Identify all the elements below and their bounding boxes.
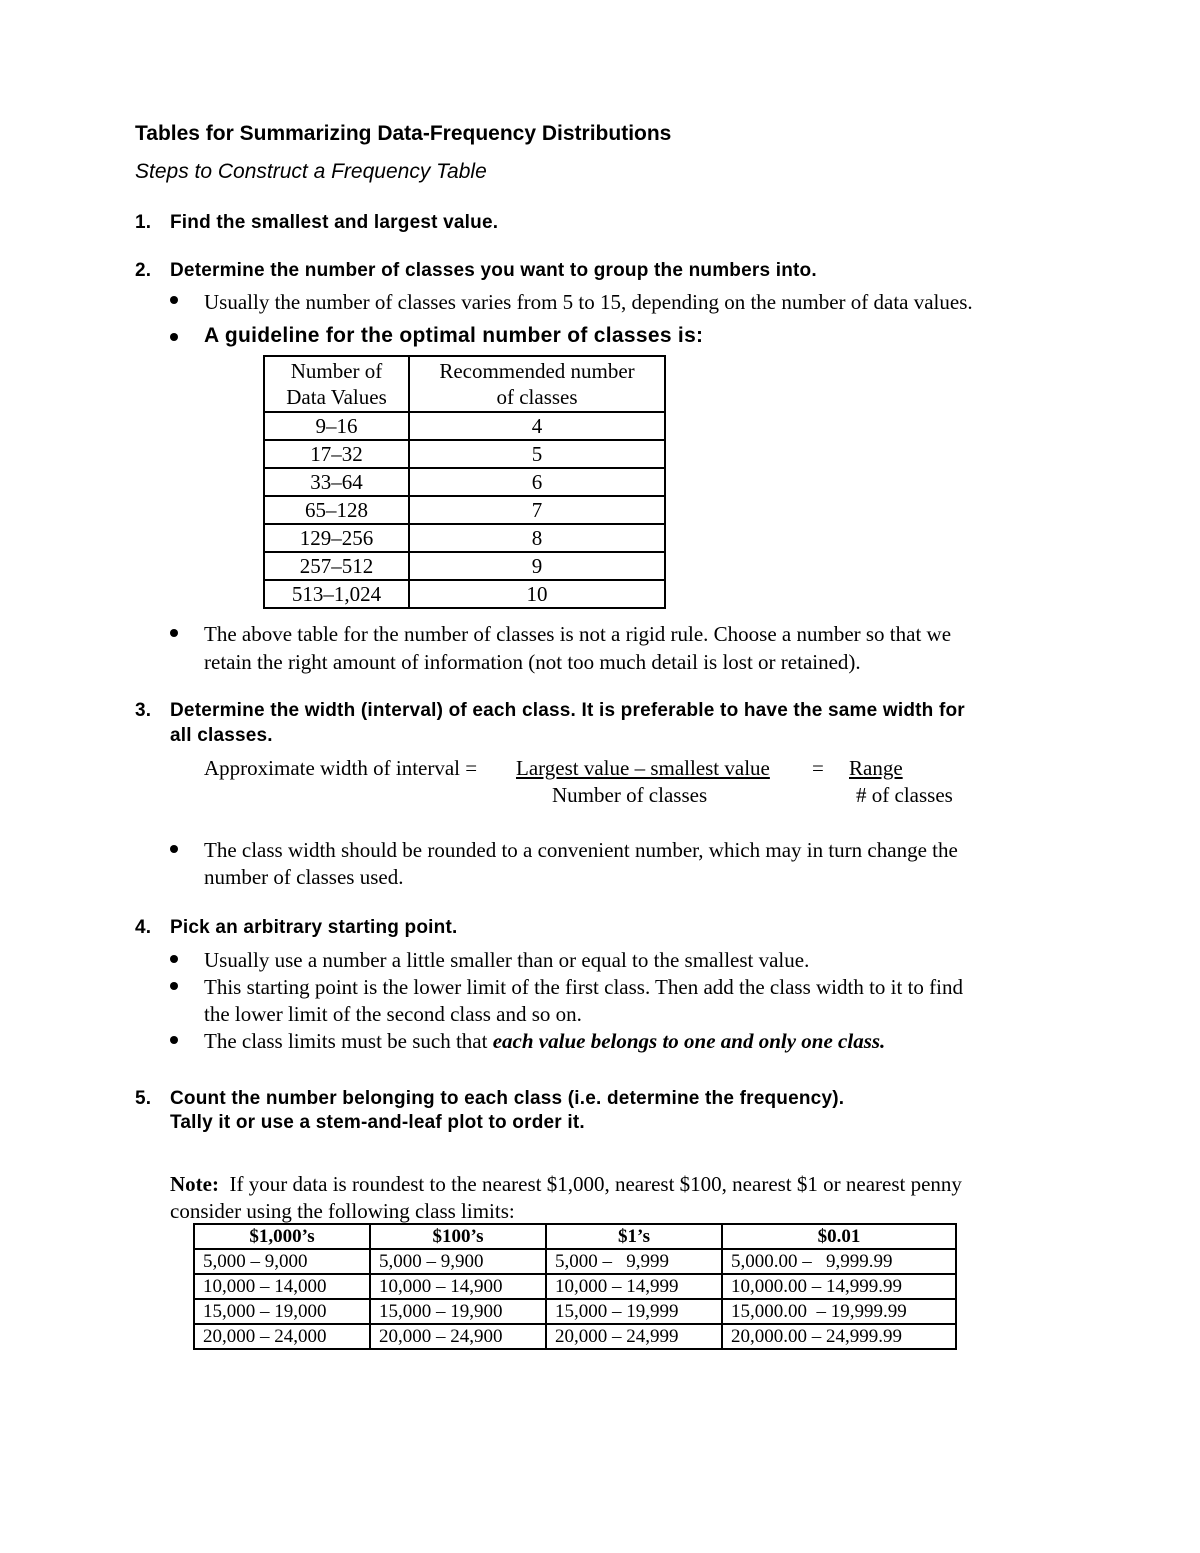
- step-4-bullet-1: Usually use a number a little smaller than or equal to the smallest value.: [204, 948, 810, 972]
- table-cell: 9–16: [264, 412, 409, 440]
- table-cell: 4: [409, 412, 665, 440]
- bullet-icon: [170, 845, 178, 853]
- table-cell: 513–1,024: [264, 580, 409, 608]
- table-cell: 5,000 – 9,900: [370, 1249, 546, 1274]
- step-2-bullet-1: Usually the number of classes varies from 5 to 15, depending on the number of data values.: [204, 290, 973, 314]
- step-2-bullet-3-line-1: The above table for the number of classes is not a rigid rule. Choose a number so that we: [204, 622, 952, 646]
- formula-equals: =: [812, 756, 824, 780]
- table-header-cell: $0.01: [722, 1224, 956, 1249]
- step-4-number: 4.: [135, 917, 152, 938]
- table-header-cell: $1’s: [546, 1224, 722, 1249]
- table-cell: 15,000 – 19,000: [194, 1299, 370, 1324]
- formula-num-classes: # of classes: [856, 783, 953, 807]
- table-header-cell: [264, 356, 409, 412]
- table-cell: 20,000 – 24,900: [370, 1324, 546, 1349]
- table-cell: 15,000 – 19,900: [370, 1299, 546, 1324]
- table-row: [194, 1324, 956, 1349]
- header-text: of classes: [496, 385, 578, 409]
- table-cell: 5,000 – 9,999: [546, 1249, 722, 1274]
- table-cell: 5,000 – 9,000: [194, 1249, 370, 1274]
- table-row: [264, 440, 665, 468]
- table-row: [264, 468, 665, 496]
- step-3-line-1: Determine the width (interval) of each class. It is preferable to have the same width for: [170, 700, 965, 721]
- step-4-text: Pick an arbitrary starting point.: [170, 917, 458, 938]
- note-line-2: consider using the following class limits:: [170, 1199, 515, 1223]
- table-cell: 20,000.00 – 24,999.99: [722, 1324, 956, 1349]
- step-3-line-2: all classes.: [170, 725, 273, 746]
- bullet-icon: [170, 955, 178, 963]
- table-cell: 15,000 – 19,999: [546, 1299, 722, 1324]
- step-3-bullet-1-line-2: number of classes used.: [204, 865, 404, 889]
- table-header-cell: [409, 356, 665, 412]
- table-row: [264, 524, 665, 552]
- class-limits-table: [193, 1223, 957, 1350]
- step-3-bullet-1-line-1: The class width should be rounded to a convenient number, which may in turn change the: [204, 838, 958, 862]
- table-cell: 8: [409, 524, 665, 552]
- table-header-row: [264, 356, 665, 412]
- step-2-bullet-2: A guideline for the optimal number of classes is:: [204, 324, 704, 347]
- note-label: Note:: [170, 1172, 219, 1196]
- bullet-3-emphasis: each value belongs to one and only one class.: [492, 1029, 886, 1053]
- table-cell: 5,000.00 – 9,999.99: [722, 1249, 956, 1274]
- formula-label: Approximate width of interval =: [204, 756, 478, 780]
- step-2-number: 2.: [135, 260, 152, 281]
- table-row: [264, 580, 665, 608]
- step-5-line-2: Tally it or use a stem-and-leaf plot to order it.: [170, 1112, 585, 1133]
- note-text: If your data is roundest to the nearest $1,000, nearest $100, nearest $1 or nearest penny: [218, 1172, 962, 1196]
- step-4-bullet-3: [204, 1029, 885, 1054]
- table-cell: 10: [409, 580, 665, 608]
- table-cell: 10,000 – 14,999: [546, 1274, 722, 1299]
- step-1-text: Find the smallest and largest value.: [170, 212, 499, 233]
- table-row: [264, 496, 665, 524]
- bullet-icon: [170, 1036, 178, 1044]
- formula-numerator: Largest value – smallest value: [516, 756, 770, 780]
- table-cell: 10,000 – 14,000: [194, 1274, 370, 1299]
- table-cell: 5: [409, 440, 665, 468]
- bullet-3-prefix: The class limits must be such that: [204, 1029, 493, 1053]
- header-text: Recommended number: [439, 359, 635, 383]
- table-header-cell: $100’s: [370, 1224, 546, 1249]
- table-row: [194, 1274, 956, 1299]
- table-cell: 257–512: [264, 552, 409, 580]
- table-header-cell: $1,000’s: [194, 1224, 370, 1249]
- table-cell: 7: [409, 496, 665, 524]
- step-5-number: 5.: [135, 1088, 152, 1109]
- step-1-number: 1.: [135, 212, 152, 233]
- table-cell: 17–32: [264, 440, 409, 468]
- table-row: [264, 552, 665, 580]
- formula-range: Range: [849, 756, 903, 780]
- step-2-text: Determine the number of classes you want to group the numbers into.: [170, 260, 817, 281]
- table-cell: 20,000 – 24,000: [194, 1324, 370, 1349]
- formula-denominator: Number of classes: [552, 783, 708, 807]
- header-text: Number of: [290, 359, 383, 383]
- bullet-icon: [170, 629, 178, 637]
- step-5-line-1: Count the number belonging to each class (i.e. determine the frequency).: [170, 1088, 845, 1109]
- bullet-icon: [170, 296, 178, 304]
- header-text: Data Values: [286, 385, 387, 409]
- table-cell: 65–128: [264, 496, 409, 524]
- page-title: Tables for Summarizing Data-Frequency Distributions: [135, 122, 672, 145]
- table-cell: 6: [409, 468, 665, 496]
- table-cell: 10,000.00 – 14,999.99: [722, 1274, 956, 1299]
- table-cell: 20,000 – 24,999: [546, 1324, 722, 1349]
- table-row: [194, 1249, 956, 1274]
- table-cell: 10,000 – 14,900: [370, 1274, 546, 1299]
- guideline-table: [263, 355, 666, 609]
- table-row: [194, 1299, 956, 1324]
- page-subtitle: Steps to Construct a Frequency Table: [135, 160, 487, 183]
- step-4-bullet-2-line-1: This starting point is the lower limit of the first class. Then add the class width to it to find: [204, 975, 964, 999]
- table-row: [264, 412, 665, 440]
- table-cell: 33–64: [264, 468, 409, 496]
- step-3-number: 3.: [135, 700, 152, 721]
- note-line-1: [170, 1172, 962, 1197]
- table-cell: 129–256: [264, 524, 409, 552]
- step-4-bullet-2-line-2: the lower limit of the second class and so on.: [204, 1002, 582, 1026]
- table-header-row: [194, 1224, 956, 1249]
- table-cell: 15,000.00 – 19,999.99: [722, 1299, 956, 1324]
- bullet-icon: [170, 982, 178, 990]
- step-2-bullet-3-line-2: retain the right amount of information (not too much detail is lost or retained).: [204, 650, 861, 674]
- bullet-icon: [170, 333, 178, 341]
- table-cell: 9: [409, 552, 665, 580]
